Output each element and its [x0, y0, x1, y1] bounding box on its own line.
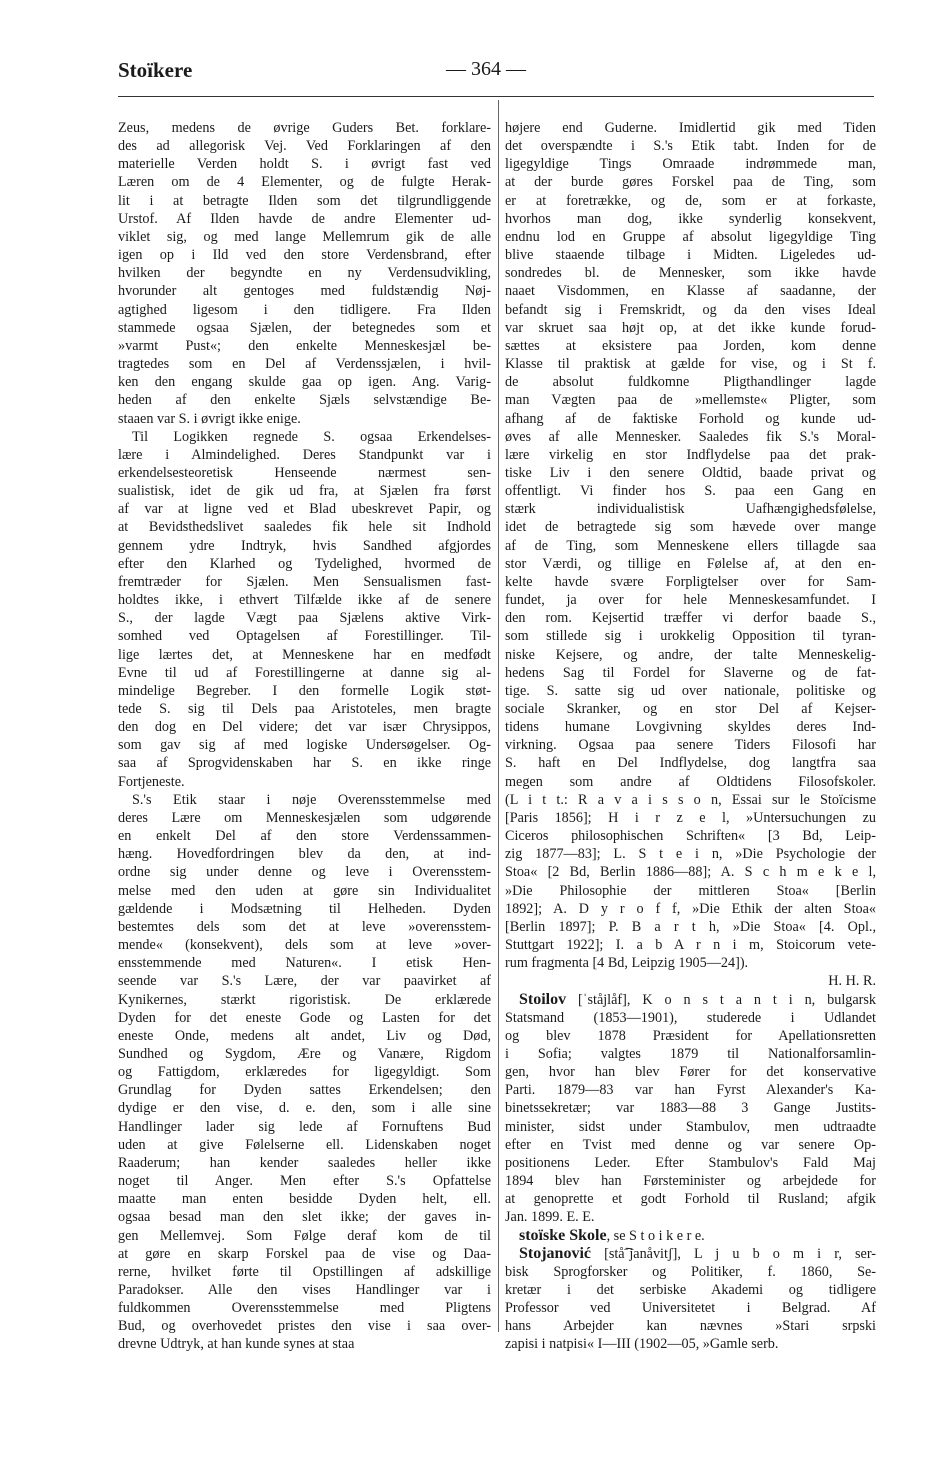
text-line: Evne til ud af Forestillingerne at danne sig al- [118, 664, 491, 681]
text-line: saa af Sprogvidenskaben har S. en ikke ringe [118, 755, 491, 772]
text-line: gen, hvor han blev Fører for det konservative [505, 1064, 876, 1081]
text-line: sondredes bl. de Mennesker, som ikke havde [505, 265, 876, 282]
text-line: man Vægten paa de »mellemste« Pligter, som [505, 392, 876, 409]
text-line: ken den engang skulde gaa op igen. Ang. Varig- [118, 374, 491, 391]
text-line: fuldkommen Overensstemmelse med Pligtens [118, 1300, 491, 1317]
text-line: mende« (konsekvent), dels som at leve »over- [118, 937, 491, 954]
text-line: [Paris 1856]; H i r z e l, »Untersuchungen zu [505, 809, 876, 826]
entry-headword: Stojanović [519, 1244, 591, 1262]
text-line: Fortjeneste. [118, 773, 185, 790]
entry-headword: Stoilov [519, 990, 567, 1008]
text-line: er at foretrække, og de, som er at forkaste, [505, 192, 876, 209]
text-line: rum fragmenta [4 Bd, Leipzig 1905—24]). [505, 955, 749, 972]
text-line: af de Ting, som Menneskene ellers tillagde saa [505, 537, 876, 554]
text-line: stammede ogsaa Sjælen, der betegnedes som et [118, 319, 491, 336]
text-line: [Berlin 1897]; P. B a r t h, »Die Stoa« [4. Opl., [505, 918, 876, 935]
text-line: tede S. sig til Dels paa Aristoteles, men bragte [118, 701, 491, 717]
text-line: Paradokser. Alle den vises Handlinger var i [118, 1282, 491, 1298]
text-line: Statsmand (1853—1901), studerede i Udlandet [505, 1009, 876, 1026]
text-line: eneste Onde, medens alt andet, Liv og Død, [118, 1027, 491, 1044]
text-line: lit i at betragte Ilden som det tilgrundliggende [118, 192, 491, 209]
text-line: erkendelsesteoretisk Henseende nærmest sen- [118, 464, 491, 481]
header-rule [118, 96, 874, 97]
text-line: agtighed ligesom i den tidligere. Fra Ilden [118, 301, 491, 318]
text-line: gældende i Modsætning til Helheden. Dyden [118, 900, 491, 917]
text-line: i Sofia; valgtes 1879 til Nationalforsamlin- [505, 1045, 876, 1062]
text-line: højere end Guderne. Imidlertid gik med Tiden [505, 120, 876, 136]
text-line: og blev 1878 Præsident for Apellationsretten [505, 1027, 876, 1044]
text-line: hans Arbejder kan nævnes »Stari srpski [505, 1318, 876, 1335]
text-line: maatte man enten besidde Dyden helt, ell. [118, 1191, 491, 1208]
text-line: niske Kejsere, og andre, der talte Menneskelig- [505, 646, 876, 663]
text-line: positionens Leder. Efter Stambulov's Fald Maj [505, 1154, 876, 1171]
text-line: hvorunder alt gentoges med fuldstændig Nøj- [118, 283, 491, 300]
text-line: fremtræder for Sjælen. Men Sensualismen fast- [118, 573, 491, 590]
text-line: gen Mellemvej. Som Følge deraf kom de til [118, 1227, 491, 1244]
text-line: »Die Philosophie der mittleren Stoa« [Berlin [505, 882, 876, 899]
text-line: S. haft en Del Indflydelse, dog langtfra saa [505, 755, 876, 772]
text-line: hvorhos man dog, ikke synderlig konsekvent, [505, 210, 876, 227]
text-line: bestemtes dels som det at leve »overensstem- [118, 918, 491, 935]
text-line: H. H. R. [828, 973, 876, 990]
text-line: Sundhed og Sygdom, Ære og Vanære, Rigdom [118, 1045, 491, 1062]
text-line: drevne Udtryk, at han kunde synes at staa [118, 1336, 355, 1353]
text-line: Til Logikken regnede S. ogsaa Erkendelses- [132, 428, 491, 445]
text-line: ogsaa besad man den slet ikke; der gaves in- [118, 1209, 491, 1226]
text-line: efter en Tvist med denne og var senere Op- [505, 1136, 876, 1153]
text-line: minister, sidst under Stambulov, men udtraadte [505, 1118, 876, 1135]
text-line: lære i Almindelighed. Deres Standpunkt var i [118, 446, 491, 463]
text-line: fundet, ja over for hele Menneskesamfundet. I [505, 592, 876, 609]
text-line: tragtedes som en Del af Verdenssjælen, i hvil- [118, 356, 491, 373]
text-line: afhang af de faktiske Forhold og kunde ud- [505, 410, 876, 427]
text-line: Kynikernes, stærkt rigoristisk. De erklærede [118, 991, 491, 1008]
text-line: endnu lod en Gruppe af absolut ligegyldige Ting [505, 228, 876, 245]
text-line: (L i t t.: R a v a i s s o n, Essai sur le Stoïcisme [505, 791, 876, 808]
text-line: staaen var S. i øvrigt ikke enige. [118, 410, 301, 427]
text-line: mindelige Begreber. I den formelle Logik støt- [118, 682, 491, 699]
text-line: tige. S. satte sig ud over nationale, politiske og [505, 682, 876, 699]
text-line: uden at give Følelserne ell. Lidenskaben noget [118, 1136, 491, 1153]
text-line: Læren om de 4 Elementer, og de fulgte Herak- [118, 174, 491, 191]
text-line: af var at ligne ved et Blad ubeskrevet Papir, og [118, 501, 491, 518]
text-line: »varmt Pust«; den enkelte Menneskesjæl be- [118, 337, 491, 354]
text-line: Ciceros philosophischen Schriften« [3 Bd, Leip- [505, 828, 876, 845]
text-line: Bud, og overhovedet pristes den vise i saa over- [118, 1318, 491, 1335]
column-divider [498, 100, 499, 1332]
text-line: megen som andre af Oldtidens Filosofskoler. [505, 773, 876, 790]
text-line: S.'s Etik staar i nøje Overensstemmelse med [132, 791, 491, 808]
entry-headword: stoïske Skole [519, 1226, 607, 1244]
text-line: Stoilov [ˈståjlåf], K o n s t a n t i n, bulgarsk [519, 990, 876, 1008]
text-line: stor Værdi, og tillige en Følelse af, at den en- [505, 555, 876, 572]
text-line: Stoa« [2 Bd, Berlin 1886—88]; A. S c h m e k e l, [505, 864, 876, 881]
text-line: naaet Visdommen, en Klasse af saadanne, der [505, 283, 876, 300]
text-line: den dog en Del videre; det var især Chrysippos, [118, 719, 491, 736]
text-line: bisk Sprogforsker og Politiker, f. 1860, Se- [505, 1263, 876, 1280]
text-line: befandt sig i Fremskridt, og da den vises Ideal [505, 301, 876, 318]
text-line: zapisi i natpisi« I—III (1902—05, »Gamle serb. [505, 1336, 779, 1353]
right-column [505, 119, 876, 1354]
running-head: Stoïkere [118, 58, 193, 82]
text-line: tiske Liv i den senere Oldtid, baade privat og [505, 464, 876, 481]
text-line: Raaderum; han kender saaledes heller ikke [118, 1154, 491, 1171]
text-line: sociale Skranker, og en stor Del af Kejser- [505, 701, 876, 717]
text-line: deres Lære om Menneskesjælen som udgørende [118, 809, 491, 826]
text-line: seende var S.'s Lære, der var paavirket af [118, 973, 491, 990]
text-line: hæng. Hovedfordringen blev da den, at ind- [118, 846, 491, 863]
text-line: igen op i Ild ved den store Verdensbrand, efter [118, 247, 491, 264]
text-line: den rom. Kejsertid træffer vi derfor baade S., [505, 610, 876, 627]
text-line: Jan. 1899. E. E. [505, 1209, 595, 1226]
text-line: noget til Anger. Men efter S.'s Opfattelse [118, 1173, 491, 1190]
text-line: 1894 blev han Førsteminister og arbejdede for [505, 1173, 876, 1190]
text-line: en enkelt Del af den store Verdenssammen- [118, 828, 491, 845]
text-line: som gav sig af med logiske Undersøgelser. Og- [118, 737, 491, 754]
text-line: at der burde gøres Forskel paa de Ting, som [505, 174, 876, 191]
text-line: zig 1877—83]; L. S t e i n, »Die Psychologie der [505, 846, 876, 863]
text-line: stoïske Skole, se S t o i k e r e. [519, 1226, 705, 1244]
text-line: efter den Klarhed og Tydelighed, hvormed de [118, 555, 491, 572]
text-line: stærk individualistisk Uafhængighedsfølelse, [505, 501, 876, 518]
text-line: ensstemmende med Naturen«. I etisk Hen- [118, 955, 491, 972]
text-line: det overspændte i S.'s Etik tabt. Inden for de [505, 138, 876, 155]
text-line: Stojanović [stå͡ˈjanåvitʃ], L j u b o m i r, ser- [519, 1244, 876, 1262]
text-line: holdtes ikke, i ethvert Tilfælde ikke af de senere [118, 592, 491, 609]
text-line: at Bevidsthedslivet saaledes fik hele sit Indhold [118, 519, 491, 536]
text-line: at genoprette et godt Forhold til Rusland; afgik [505, 1191, 876, 1208]
text-line: sættes at eksistere paa Jorden, kom denne [505, 337, 876, 354]
text-line: des ad allegorisk Vej. Ved Forklaringen af den [118, 138, 491, 155]
page-number: — 364 — [446, 58, 526, 80]
page-header [118, 58, 818, 88]
text-line: Zeus, medens de øvrige Guders Bet. forklare- [118, 120, 491, 136]
text-line: Klasse til praktisk at gælde for vise, og i St f. [505, 356, 876, 373]
text-line: at gøre en skarp Forskel paa de vise og Daa- [118, 1245, 491, 1262]
left-column [118, 119, 491, 1354]
text-line: heden af den enkelte Sjæls selvstændige Be- [118, 392, 491, 409]
text-line: S., der lagde Vægt paa Sjælens aktive Virk- [118, 610, 491, 627]
text-line: sualistisk, idet de gik ud fra, at Sjælen fra først [118, 483, 491, 500]
text-line: som stillede sig i urokkelig Opposition til tyran- [505, 628, 876, 645]
text-line: Urstof. Af Ilden havde de andre Elementer ud- [118, 210, 491, 227]
text-line: idet de betragtede sig som hævede over mange [505, 519, 876, 536]
text-line: de absolut fuldkomne Pligthandlinger lagde [505, 374, 876, 391]
text-line: 1892]; A. D y r o f f, »Die Ethik der alten Stoa« [505, 900, 876, 917]
text-line: Grundlag for Dyden sattes Erkendelsen; den [118, 1082, 491, 1099]
text-line: kretær i det serbiske Akademi og tidligere [505, 1282, 876, 1298]
text-line: ordne sig under denne og leve i Overensstem- [118, 864, 491, 881]
text-line: binetssekretær; var 1883—88 3 Gange Justits- [505, 1100, 876, 1117]
text-line: dydige er den vise, d. e. den, som i alle sine [118, 1100, 491, 1117]
text-line: gennem ydre Indtryk, hvis Sandhed afgjordes [118, 537, 491, 554]
text-line: og Fattigdom, erklæredes for ligegyldigt. Som [118, 1064, 491, 1081]
text-line: ligegyldige Tings Omraade indrømmede man, [505, 156, 876, 173]
text-line: offentligt. Vi finder hos S. paa een Gang en [505, 483, 876, 500]
text-line: var skruet saa højt op, at det ikke kunde forud- [505, 319, 876, 336]
text-line: melse med den uden at gøre sin Individualitet [118, 882, 491, 899]
text-line: øves af alle Mennesker. Saaledes fik S.'s Moral- [505, 428, 876, 445]
text-line: kelte havde svære Forpligtelser over for Sam- [505, 573, 876, 590]
text-line: lige lærtes det, at Menneskene har en medfødt [118, 646, 491, 663]
text-line: Dyden for det eneste Gode og Lasten for det [118, 1009, 491, 1026]
text-line: Stuttgart 1922]; I. a b A r n i m, Stoicorum vete- [505, 937, 876, 954]
text-line: Professor ved Universitetet i Belgrad. Af [505, 1300, 876, 1317]
text-line: materielle Verden holdt S. i øvrigt fast ved [118, 156, 491, 173]
text-line: somhed ved Optagelsen af Forestillinger. Til- [118, 628, 491, 645]
text-line: tidens humane Lovgivning skyldes deres Ind- [505, 719, 876, 736]
text-line: Parti. 1879—83 var han Fyrst Alexander's Ka- [505, 1082, 876, 1099]
text-line: Handlinger lader sig lede af Fornuftens Bud [118, 1118, 491, 1135]
text-line: lære virkelig en stor Indflydelse paa det prak- [505, 446, 876, 463]
text-line: hvilken der begyndte en ny Verdensudvikling, [118, 265, 491, 282]
text-line: blive staaende tilbage i Midten. Ligeledes ud- [505, 247, 876, 264]
text-line: viklet sig, og med lange Mellemrum gik de alle [118, 228, 491, 245]
text-line: virkning. Ogsaa paa senere Tiders Filosofi har [505, 737, 876, 754]
text-line: hedens Sag til Fordel for Slaverne og de fat- [505, 664, 876, 681]
text-line: rerne, hvilket førte til Opstillingen af adskillige [118, 1263, 491, 1280]
